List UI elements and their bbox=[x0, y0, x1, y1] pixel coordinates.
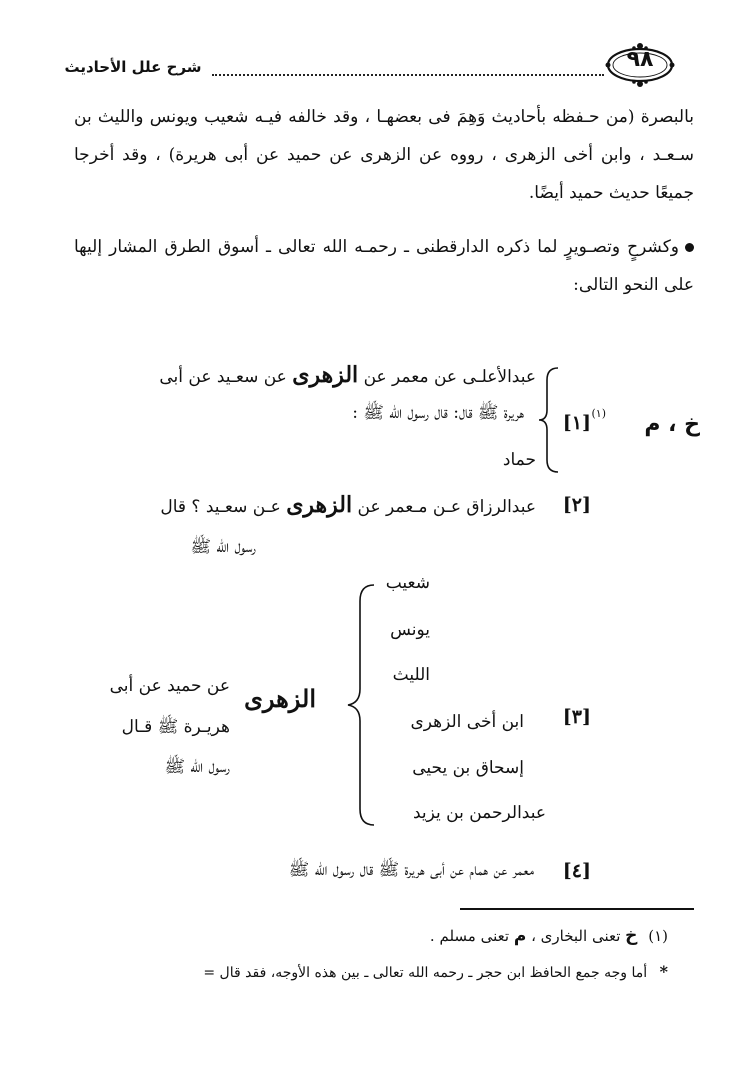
footnote-2: * أما وجه جمع الحافظ ابن حجر ـ رحمه الله تعالى ـ بين هذه الأوجه، فقد قال = bbox=[203, 962, 668, 981]
chain-2-number: [٢] bbox=[562, 494, 591, 516]
footnote-1-marker: (١) bbox=[648, 927, 668, 945]
narrator-3: الليث bbox=[392, 665, 430, 685]
chain-1-line-3: حماد bbox=[502, 450, 536, 470]
zuhri-name: الزهرى bbox=[286, 492, 353, 518]
chain-1-line-1: عبدالأعلـى عن معمر عن الزهرى عن سعـيد عن أبى bbox=[159, 362, 536, 388]
footnote-ref: (١) bbox=[591, 407, 606, 420]
paragraph-1: بالبصرة (من حـفظه بأحاديث وَهِمَ فى بعضهـا ، وقد خالفه فيـه شعيب ويونس والليث بن سـعـد ، وابن أخى الزهرى ، رووه عن الزهرى عن حميد عن أبى هريرة) ، وقد أخرجا جميعًا حديث حميد أيضًا. bbox=[74, 107, 694, 203]
narrator-4: ابن أخى الزهرى bbox=[410, 712, 524, 732]
chain-1-number: [١] bbox=[562, 412, 591, 434]
chain-1-line-2: هريرة ﷺ قال: قال رسول الله ﷺ : bbox=[352, 403, 524, 423]
chain-3-tail-3: رسول الله ﷺ bbox=[164, 757, 230, 777]
chain-1-symbols: خ ، م bbox=[644, 412, 700, 437]
header-divider bbox=[212, 74, 604, 76]
narrator-1: شعيب bbox=[385, 573, 430, 593]
book-title: شرح علل الأحاديث bbox=[64, 58, 202, 76]
narrator-5: إسحاق بن يحيى bbox=[412, 758, 524, 778]
chain-3-tail-2: هريـرة ﷺ قـال bbox=[121, 717, 230, 737]
zuhri-name: الزهرى bbox=[292, 362, 359, 388]
chain-2-line-1: عبدالرزاق عـن مـعمر عن الزهرى عـن سعـيد ؟ قال bbox=[160, 492, 536, 518]
chain-4-number: [٤] bbox=[562, 860, 591, 882]
bullet-icon bbox=[685, 243, 694, 252]
bukhari-symbol: خ bbox=[625, 926, 638, 946]
footnote-1: (١) خ تعنى البخارى ، م تعنى مسلم . bbox=[429, 926, 668, 946]
muslim-symbol: م bbox=[513, 926, 527, 946]
chain-3-tail-1: عن حميد عن أبى bbox=[109, 676, 230, 696]
chain-4-text: معمر عن همام عن أبى هريرة ﷺ قال رسول الله ﷺ bbox=[288, 860, 534, 880]
chain-3-number: [٣] bbox=[562, 706, 591, 728]
paragraph-2 bbox=[74, 228, 694, 304]
star-icon: * bbox=[659, 962, 668, 981]
chain-1-brace bbox=[538, 366, 560, 474]
footnote-divider bbox=[460, 908, 694, 910]
chain-3-brace bbox=[346, 583, 376, 827]
paragraph-2-text: وكشرحٍ وتصـويرٍ لما ذكره الدارقطنى ـ رحمـه الله تعالى ـ أسوق الطرق المشار إليها على النحو التالى: bbox=[74, 237, 694, 295]
chain-2-line-2: رسول الله ﷺ bbox=[190, 537, 256, 557]
page-number: ٩٨ bbox=[626, 47, 654, 72]
page-number-badge bbox=[600, 40, 680, 90]
narrator-6: عبدالرحمن بن يزيد bbox=[412, 803, 546, 823]
narrator-2: يونس bbox=[390, 620, 430, 640]
zuhri-name: الزهرى bbox=[244, 684, 316, 713]
